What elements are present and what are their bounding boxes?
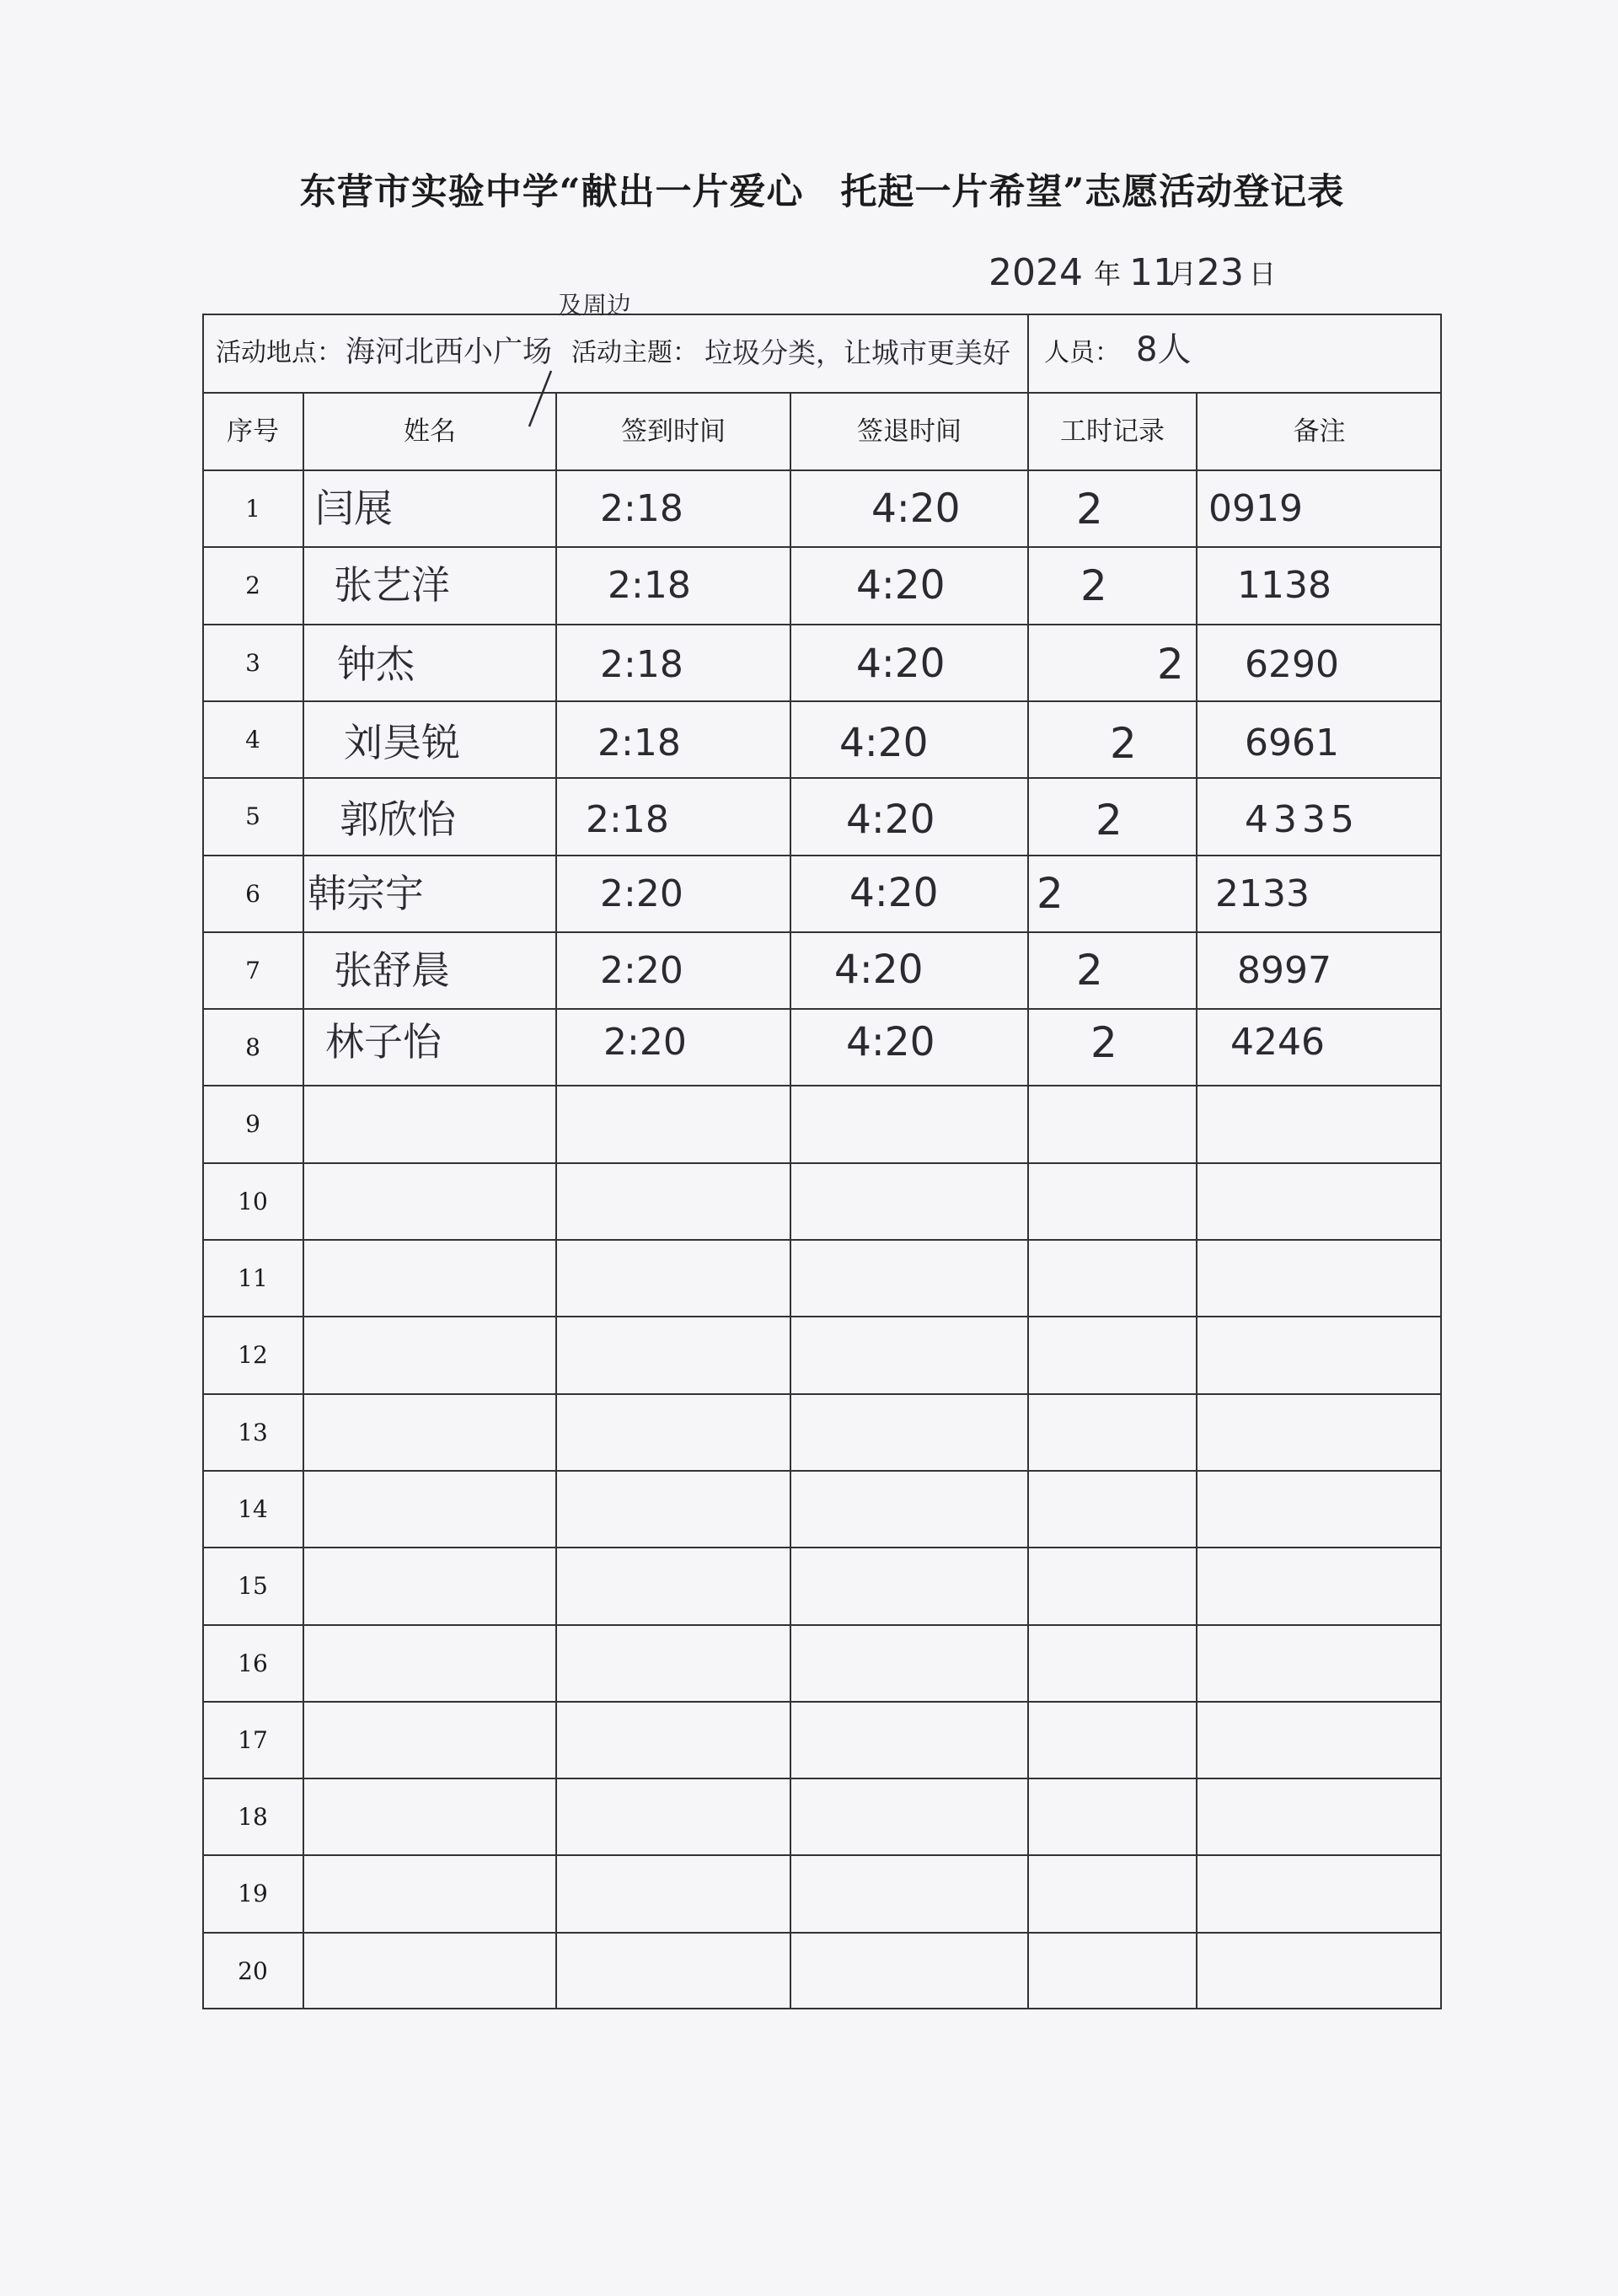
row-divider [202, 1701, 1442, 1703]
row-number: 13 [238, 1418, 268, 1446]
people-value: 8人 [1136, 330, 1192, 369]
sign-out-time: 4:20 [846, 1018, 935, 1065]
row-number: 11 [238, 1264, 268, 1292]
date-day: 23 [1197, 251, 1244, 294]
work-hours: 2 [1090, 1017, 1117, 1067]
volunteer-name: 张舒晨 [334, 947, 450, 993]
date-year-label: 年 [1094, 258, 1122, 290]
work-hours: 2 [1110, 718, 1137, 768]
date-day-label: 日 [1249, 258, 1277, 290]
volunteer-name: 钟杰 [337, 641, 415, 687]
row-divider [202, 1854, 1442, 1856]
sign-in-time: 2:18 [600, 642, 683, 686]
row-number: 8 [245, 1033, 260, 1062]
row-divider [202, 1778, 1442, 1779]
note-value: 8997 [1237, 948, 1331, 992]
row-number: 15 [238, 1572, 268, 1601]
sign-out-time: 4:20 [856, 561, 946, 609]
sign-out-time: 4:20 [856, 641, 946, 688]
sign-out-time: 4:20 [839, 719, 929, 766]
row-number: 3 [245, 648, 260, 677]
header-number: 序号 [227, 416, 279, 447]
column-divider [790, 393, 791, 2009]
sign-out-time: 4:20 [846, 796, 935, 843]
theme-value: 垃圾分类，让城市更美好 [705, 336, 1010, 369]
row-divider [202, 1162, 1442, 1164]
sign-in-time: 2:18 [586, 798, 669, 842]
sign-in-time: 2:18 [597, 722, 681, 765]
row-divider [202, 1239, 1442, 1241]
row-number: 9 [245, 1110, 260, 1139]
note-value: 6290 [1245, 642, 1339, 686]
row-divider [202, 1547, 1442, 1548]
row-divider [202, 1008, 1442, 1010]
column-divider [555, 393, 557, 2009]
date-year: 2024 [988, 251, 1083, 294]
row-divider [202, 700, 1442, 702]
column-divider [1027, 314, 1029, 2009]
row-divider [202, 1085, 1442, 1086]
sign-in-time: 2:20 [603, 1021, 687, 1065]
people-label: 人员： [1044, 338, 1120, 367]
header-hours: 工时记录 [1060, 416, 1165, 447]
location-label: 活动地点： [216, 338, 342, 367]
work-hours: 2 [1080, 561, 1107, 610]
note-value: 0919 [1208, 487, 1303, 531]
row-number: 4 [245, 725, 260, 754]
date-month-label: 月 [1170, 258, 1197, 290]
header-sign-out-time: 签退时间 [857, 416, 962, 447]
volunteer-name: 刘昊锐 [344, 720, 460, 766]
row-divider [202, 1393, 1442, 1395]
row-number: 10 [238, 1187, 268, 1215]
work-hours: 2 [1076, 484, 1103, 534]
column-divider [1196, 393, 1197, 2009]
row-number: 16 [238, 1649, 268, 1677]
sign-in-time: 2:18 [608, 564, 691, 608]
location-value: 海河北西小广场 [346, 335, 553, 369]
row-number: 18 [238, 1803, 268, 1832]
header-note: 备注 [1293, 416, 1346, 447]
row-number: 17 [238, 1725, 268, 1754]
row-divider [202, 1624, 1442, 1626]
sign-out-time: 4:20 [871, 485, 961, 532]
form-title: 东营市实验中学“献出一片爱心 托起一片希望”志愿活动登记表 [299, 171, 1345, 213]
row-number: 14 [238, 1494, 268, 1523]
sign-out-time: 4:20 [849, 870, 939, 917]
volunteer-name: 闫展 [315, 485, 393, 532]
row-divider [202, 855, 1442, 856]
row-number: 5 [245, 802, 260, 831]
sign-out-time: 4:20 [834, 947, 924, 994]
row-number: 6 [245, 879, 260, 908]
note-value: 6961 [1245, 722, 1339, 765]
note-value: 2133 [1215, 872, 1310, 915]
row-divider [202, 777, 1442, 779]
header-name: 姓名 [404, 416, 456, 447]
row-number: 2 [245, 571, 260, 600]
row-divider [202, 1316, 1442, 1317]
note-value: 4335 [1245, 798, 1359, 842]
row-number: 19 [238, 1880, 268, 1908]
row-number: 1 [245, 495, 260, 523]
row-divider [202, 546, 1442, 548]
sign-in-time: 2:20 [600, 948, 683, 992]
sign-in-time: 2:18 [600, 487, 683, 531]
row-divider [202, 1932, 1442, 1934]
row-divider [202, 931, 1442, 933]
row-number: 20 [238, 1956, 268, 1985]
theme-label: 活动主题： [571, 338, 698, 367]
location-insert: 及周边 [558, 291, 632, 319]
work-hours: 2 [1096, 795, 1122, 845]
note-value: 1138 [1237, 564, 1331, 608]
row-number: 7 [245, 956, 260, 984]
volunteer-name: 林子怡 [325, 1019, 442, 1065]
sign-in-time: 2:20 [600, 872, 683, 915]
volunteer-name: 张艺洋 [334, 562, 450, 609]
note-value: 4246 [1230, 1021, 1325, 1065]
row-number: 12 [238, 1341, 268, 1370]
volunteer-name: 郭欣怡 [340, 797, 456, 843]
row-divider [202, 624, 1442, 625]
header-sign-in-time: 签到时间 [621, 416, 726, 447]
work-hours: 2 [1157, 640, 1184, 689]
row-divider [202, 1470, 1442, 1472]
date-month: 11 [1129, 251, 1176, 294]
volunteer-name: 韩宗宇 [308, 870, 424, 916]
work-hours: 2 [1076, 946, 1103, 995]
work-hours: 2 [1037, 869, 1063, 919]
